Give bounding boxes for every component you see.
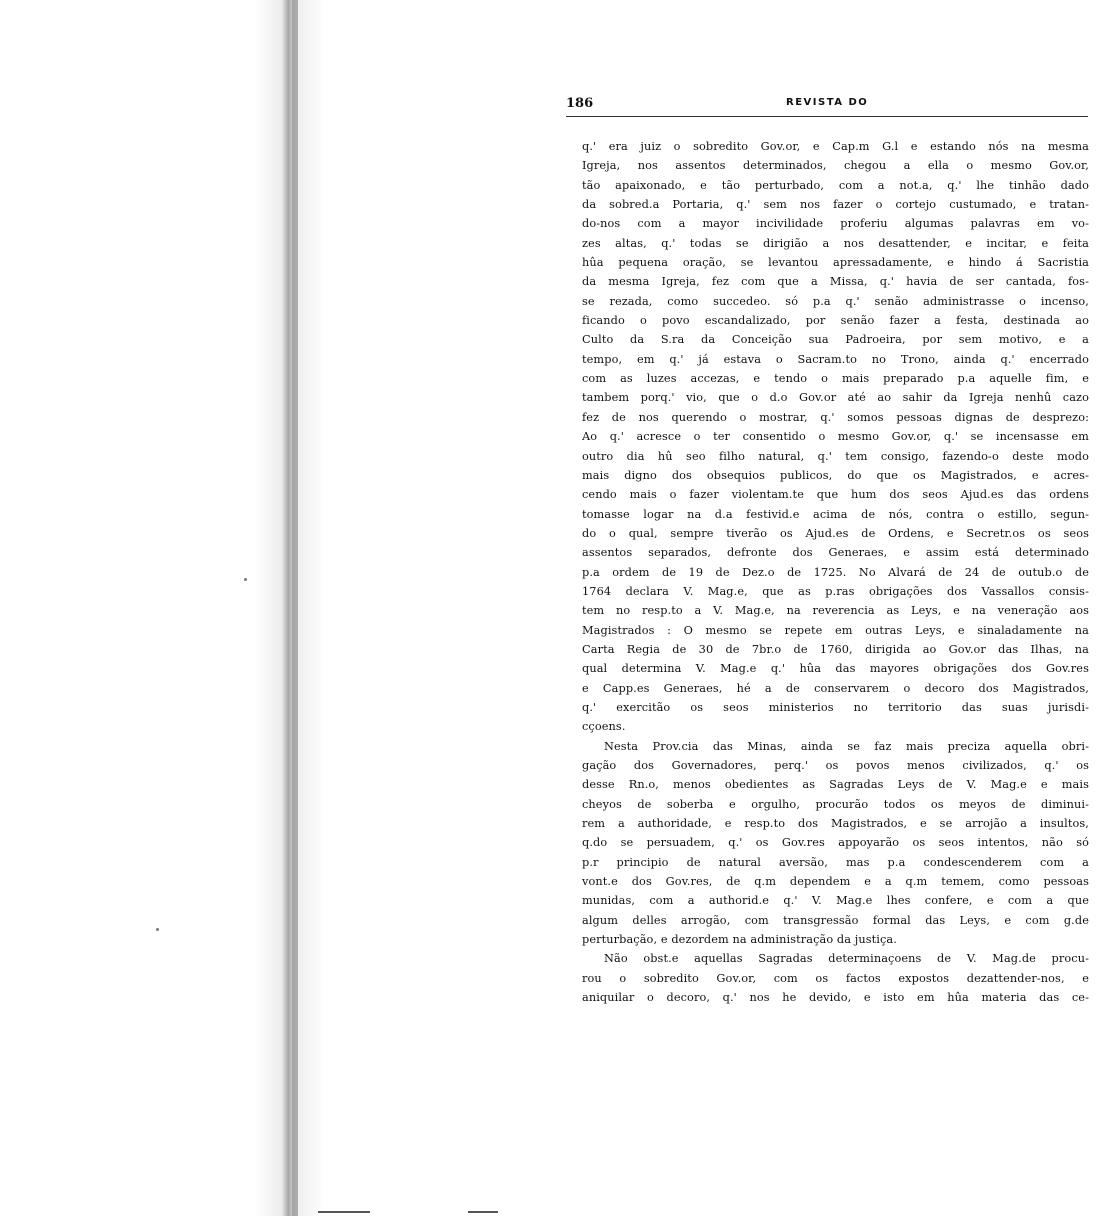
text-line: assentos separados, defronte dos Generaes, e assim está determinado — [582, 546, 1089, 560]
bottom-edge-mark — [468, 1211, 498, 1213]
text-line: e Capp.es Generaes, hé a de conservarem o decoro dos Magistrados, — [582, 681, 1089, 695]
text-line: outro dia hû seo filho natural, q.' tem consigo, fazendo-o deste modo — [582, 449, 1089, 463]
bottom-edge-mark — [318, 1211, 370, 1213]
text-line: Nesta Prov.cia das Minas, ainda se faz mais preciza aquella obri- — [604, 739, 1089, 753]
text-line: tambem porq.' vio, que o d.o Gov.or até ao sahir da Igreja nenhû cazo — [582, 391, 1089, 405]
text-line: q.' era juiz o sobredito Gov.or, e Cap.m G.l e estando nós na mesma — [582, 140, 1089, 153]
text-line: fez de nos querendo o mostrar, q.' somos pessoas dignas de desprezo: — [582, 410, 1089, 424]
text-line: hûa pequena oração, se levantou apressadamente, e hindo á Sacristia — [582, 256, 1089, 270]
text-line: cheyos de soberba e orgulho, procurão todos os meyos de diminui- — [582, 797, 1089, 811]
text-line: Culto da S.ra da Conceição sua Padroeira, por sem motivo, e a — [582, 333, 1089, 347]
text-line: rem a authoridade, e resp.to dos Magistrados, e se arrojão a insultos, — [582, 817, 1089, 831]
page-number: 186 — [566, 96, 594, 111]
text-line: perturbação, e dezordem na administração da justiça. — [582, 933, 897, 947]
text-line: algum delles arrogão, com transgressão formal das Leys, e com g.de — [582, 913, 1089, 927]
text-line: tem no resp.to a V. Mag.e, na reverencia as Leys, e na veneração aos — [582, 604, 1089, 618]
text-line: rou o sobredito Gov.or, com os factos expostos dezattender-nos, e — [582, 971, 1089, 985]
text-line: cendo mais o fazer violentam.te que hum dos seos Ajud.es das ordens — [582, 488, 1089, 502]
text-line: tão apaixonado, e tão perturbado, com a not.a, q.' lhe tinhão dado — [582, 178, 1089, 192]
text-line: p.a ordem de 19 de Dez.o de 1725. No Alvará de 24 de outub.o de — [582, 565, 1089, 579]
text-line: Carta Regia de 30 de 7br.o de 1760, dirigida ao Gov.or das Ilhas, na — [582, 642, 1089, 656]
book-gutter-fold — [292, 0, 298, 1216]
text-line: ficando o povo escandalizado, por senão fazer a festa, destinada ao — [582, 314, 1089, 328]
body-text — [582, 137, 1089, 1007]
running-head: REVISTA DO — [786, 97, 869, 108]
text-line: tempo, em q.' já estava o Sacram.to no Trono, ainda q.' encerrado — [582, 352, 1089, 366]
text-line: do o qual, sempre tiverão os Ajud.es de Ordens, e Secretr.os os seos — [582, 526, 1089, 540]
text-line: munidas, com a authorid.e q.' V. Mag.e lhes confere, e com a que — [582, 894, 1089, 908]
text-line: da sobred.a Portaria, q.' sem nos fazer o cortejo custumado, e tratan- — [582, 198, 1089, 212]
text-line: q.' exercitão os seos ministerios no territorio das suas jurisdi- — [582, 700, 1089, 714]
text-line: desse Rn.o, menos obedientes as Sagradas Leys de V. Mag.e e mais — [582, 778, 1089, 792]
text-line: vont.e dos Gov.res, de q.m dependem e a q.m temem, como pessoas — [582, 875, 1089, 889]
text-line: aniquilar o decoro, q.' nos he devido, e isto em hûa materia das ce- — [582, 991, 1089, 1005]
text-line: zes altas, q.' todas se dirigião a nos desattender, e incitar, e feita — [582, 236, 1089, 250]
text-line: Igreja, nos assentos determinados, chegou a ella o mesmo Gov.or, — [582, 159, 1089, 173]
text-line: cçoens. — [582, 720, 626, 734]
text-line: q.do se persuadem, q.' os Gov.res appoyarão os seos intentos, não só — [582, 836, 1089, 850]
text-line: tomasse logar na d.a festivid.e acima de nós, contra o estillo, segun- — [582, 507, 1089, 521]
text-line: da mesma Igreja, fez com que a Missa, q.' havia de ser cantada, fos- — [582, 275, 1089, 289]
text-line: qual determina V. Mag.e q.' hûa das mayores obrigações dos Gov.res — [582, 662, 1089, 676]
text-line: gação dos Governadores, perq.' os povos menos civilizados, q.' os — [582, 759, 1089, 772]
text-line: Ao q.' acresce o ter consentido o mesmo Gov.or, q.' se incensasse em — [582, 430, 1089, 444]
text-line: 1764 declara V. Mag.e, que as p.ras obrigações dos Vassallos consis- — [582, 584, 1089, 598]
page-speck — [156, 928, 159, 931]
page-header — [566, 94, 1088, 117]
text-line: Magistrados : O mesmo se repete em outras Leys, e sinaladamente na — [582, 623, 1089, 637]
text-line: se rezada, como succedeo. só p.a q.' senão administrasse o incenso, — [582, 294, 1089, 308]
text-line: do-nos com a mayor incivilidade proferiu algumas palavras em vo- — [582, 217, 1089, 231]
book-gutter-shadow — [255, 0, 325, 1216]
text-line: mais digno dos obsequios publicos, do que os Magistrados, e acres- — [582, 468, 1089, 482]
text-line: p.r principio de natural aversão, mas p.a condescenderem com a — [582, 855, 1089, 869]
text-line: Não obst.e aquellas Sagradas determinaçoens de V. Mag.de procu- — [604, 952, 1089, 966]
page-speck — [244, 578, 247, 581]
text-line: com as luzes accezas, e tendo o mais preparado p.a aquelle fim, e — [582, 372, 1089, 386]
